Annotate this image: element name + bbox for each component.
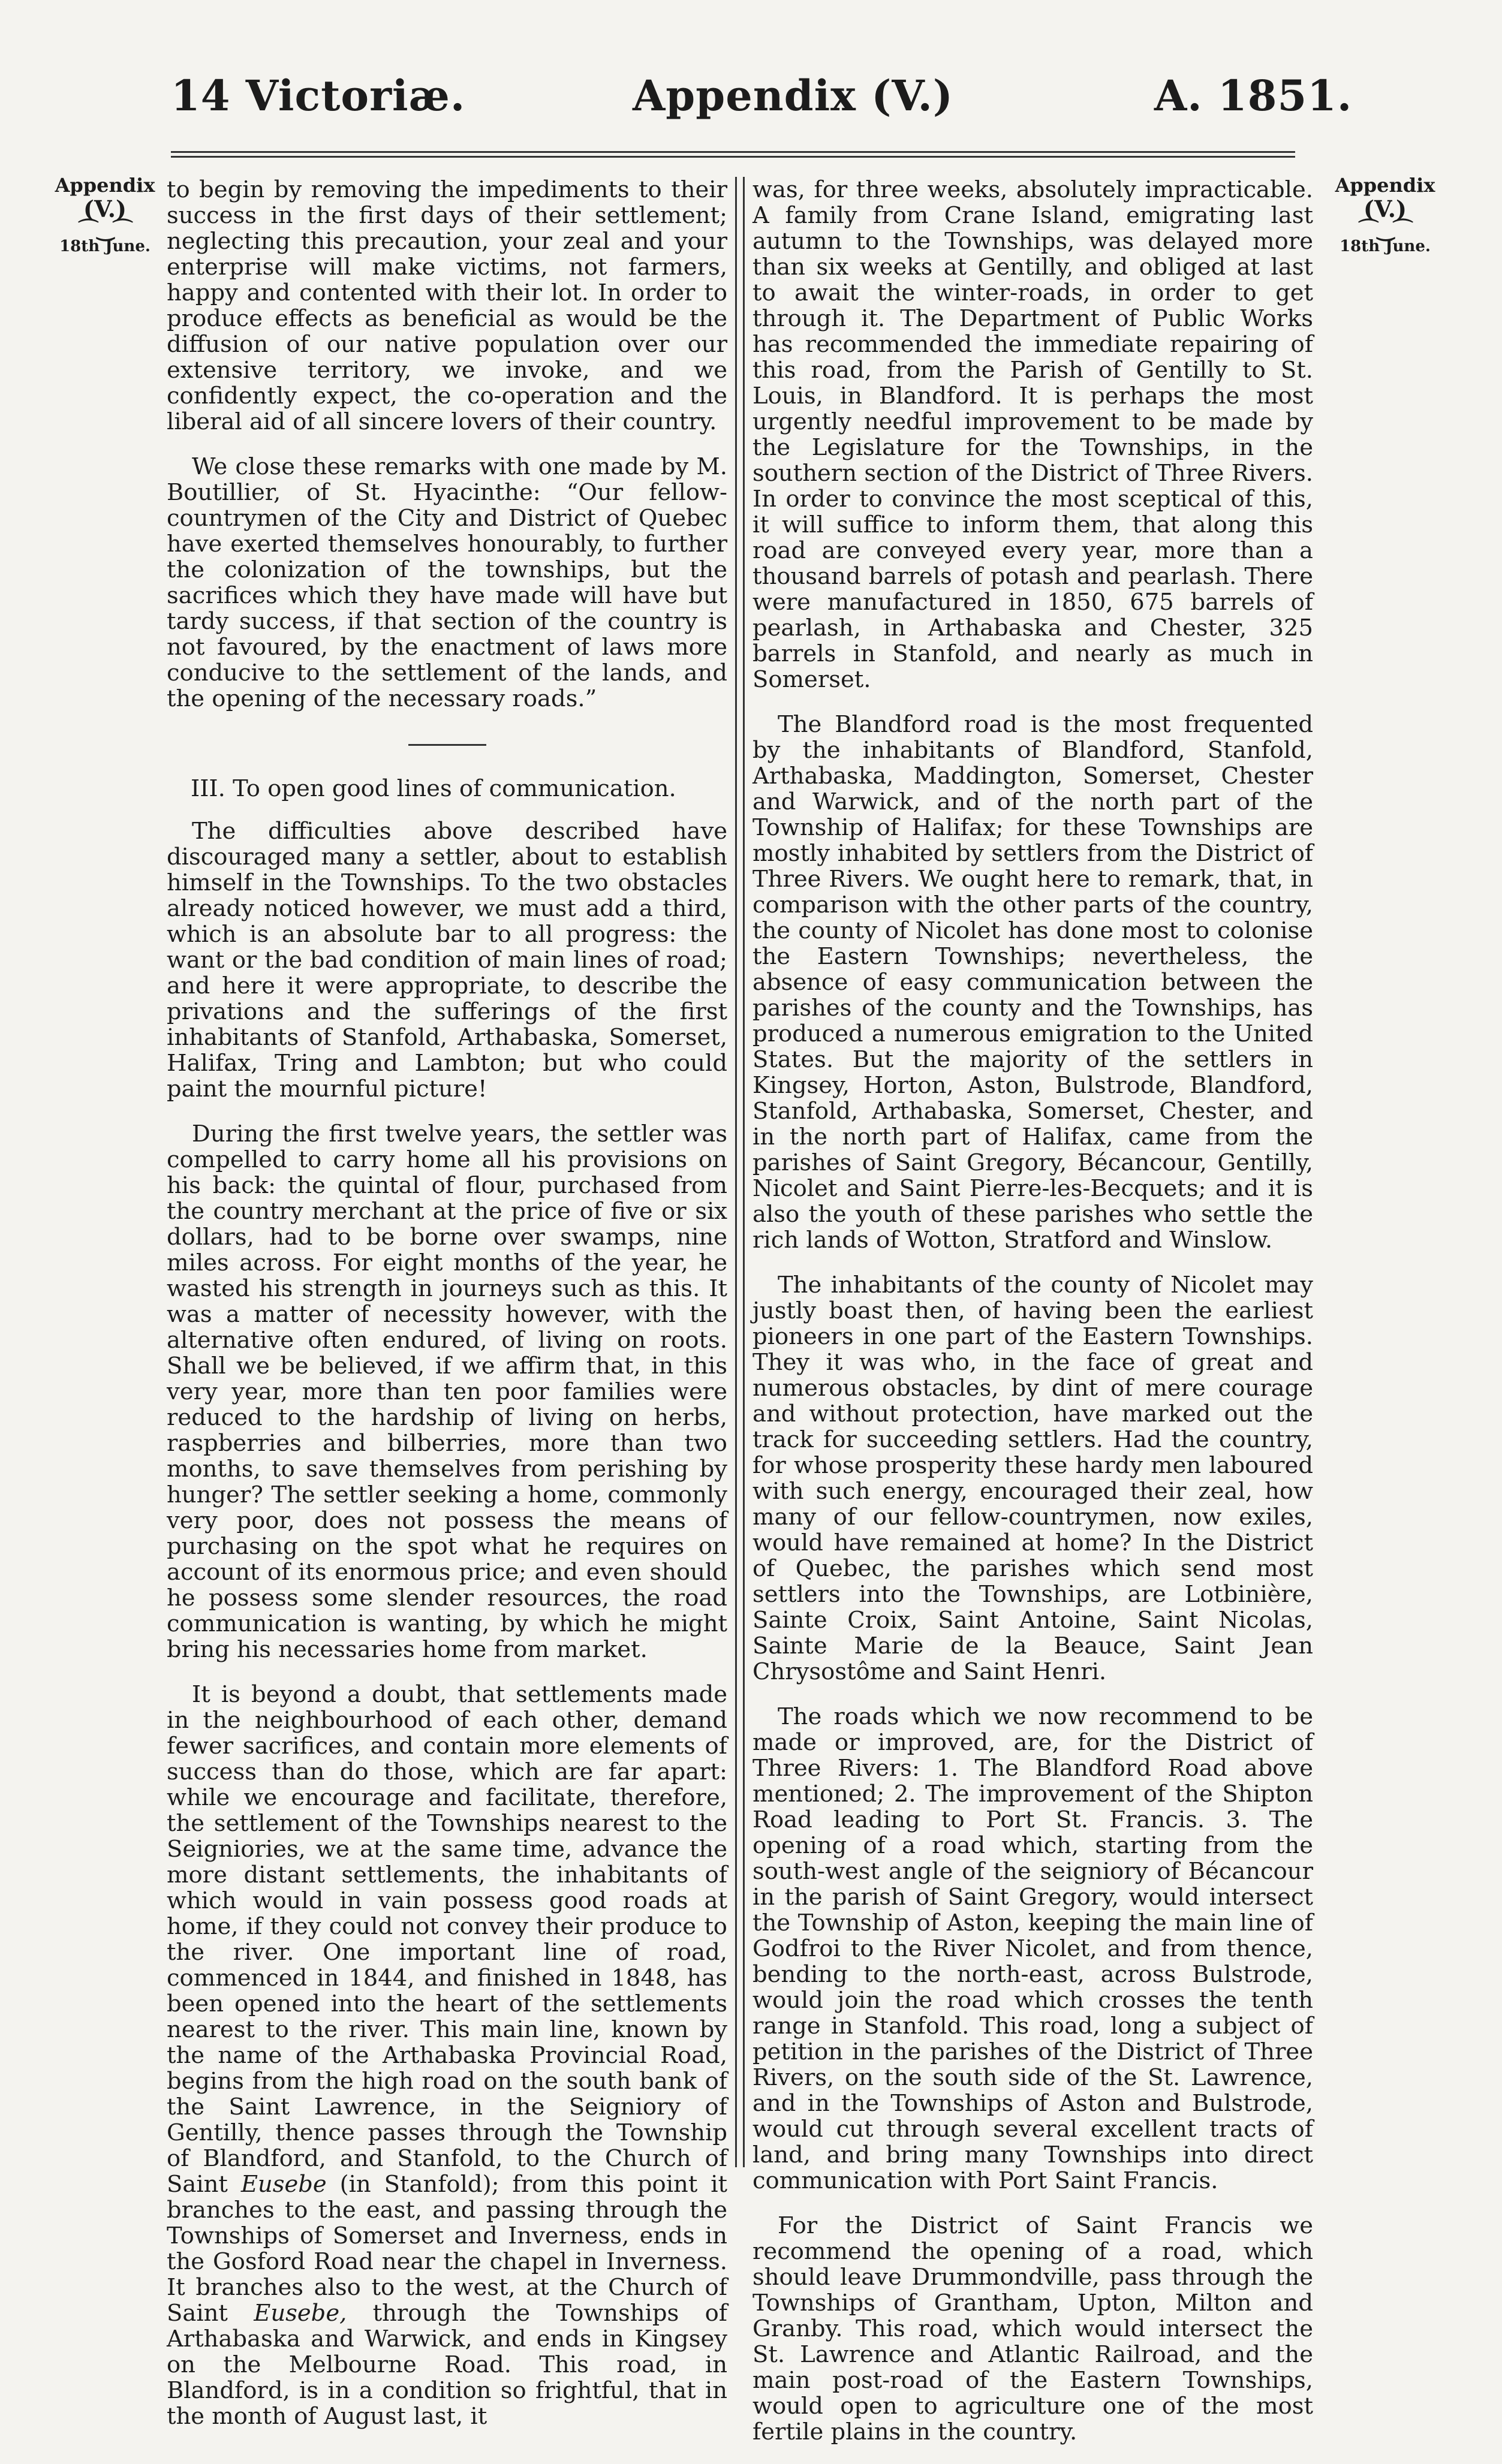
paragraph: During the first twelve years, the settler was compelled to carry home all his provisions on his back: the quintal of flour, purchased from the country merchant at the price of five or six dollars, had to be borne over swamps, nine miles across. For eight months of the year, he wasted his strength in journeys such as this. It was a matter of necessity however, with the alternative often endured, of living on roots. Shall we be believed, if we affirm that, in this very year, more than ten poor families were reduced to the hardship of living on herbs, raspberries and bilberries, more than two months, to save themselves from perishing by hunger? The settler seeking a home, commonly very poor, does not possess the means of purchasing on the spot what he requires on account of its enormous price; and even should he possess some slender resources, the road communication is wanting, by which he might bring his necessaries home from market. xyxy=(167,1120,727,1663)
column-divider xyxy=(735,177,745,2167)
margin-date: 18th June. xyxy=(59,237,150,255)
paragraph xyxy=(167,1682,727,2429)
page-header xyxy=(0,71,1502,143)
section-separator xyxy=(408,744,486,746)
paragraph: was, for three weeks, absolutely impracticable. A family from Crane Island, emigrating last autumn to the Townships, was delayed more than six weeks at Gentilly, and obliged at last to await the winter-roads, in order to get through it. The Department of Public Works has recommended the immediate repairing of this road, from the Parish of Gentilly to St. Louis, in Blandford. It is perhaps the most urgently needful improvement to be made by the Legislature for the Townships, in the southern section of the District of Three Rivers. In order to convince the most sceptical of this, it will suffice to inform them, that along this road are conveyed every year, more than a thousand barrels of potash and pearlash. There were manufactured in 1850, 675 barrels of pearlash, in Arthabaska and Chester, 325 barrels in Stanfold, and nearly as much in Somerset. xyxy=(752,176,1313,693)
paragraph: to begin by removing the impediments to their success in the first days of their settlement; neglecting this precaution, your zeal and your enterprise will make victims, not farmers, happy and contented with their lot. In order to produce effects as beneficial as would be the diffusion of our native population over our extensive territory, we invoke, and we confidently expect, the co-operation and the liberal aid of all sincere lovers of their country. xyxy=(167,176,727,435)
text-run: (in Stanfold); from this point it branches to the east, and passing through the Townships of Somerset and Inverness, ends in the Gosford Road near the chapel in Inverness. It branches also to the west, at the Church of Saint xyxy=(167,2171,727,2327)
margin-sub: (V.) xyxy=(1363,195,1407,222)
margin-note-left xyxy=(48,174,162,255)
margin-brace: ⌒‿⌒ xyxy=(78,218,132,242)
emphasis: Eusebe xyxy=(240,2171,327,2198)
header-year: A. 1851. xyxy=(1154,71,1353,121)
margin-label: Appendix xyxy=(55,174,155,197)
header-appendix: Appendix (V.) xyxy=(633,71,953,121)
header-rule-top xyxy=(171,151,1295,153)
paragraph: We close these remarks with one made by M. Boutillier, of St. Hyacinthe: “Our fellow-countrymen of the City and District of Quebec have exerted themselves honourably, to further the colonization of the townships, but the sacrifices which they have made will have but tardy success, if that section of the country is not favoured, by the enactment of laws more conducive to the settlement of the lands, and the opening of the necessary roads.” xyxy=(167,453,727,712)
paragraph: The difficulties above described have discouraged many a settler, about to establish himself in the Townships. To the two obstacles already noticed however, we must add a third, which is an absolute bar to all progress: the want or the bad condition of main lines of road; and here it were appropriate, to describe the privations and the sufferings of the first inhabitants of Stanfold, Arthabaska, Somerset, Halifax, Tring and Lambton; but who could paint the mournful picture! xyxy=(167,818,727,1103)
margin-sub: (V.) xyxy=(83,195,127,222)
left-column xyxy=(167,177,727,2448)
margin-brace: ⌒‿⌒ xyxy=(1358,218,1412,242)
text-run: through the Townships of Arthabaska and Warwick, and ends in Kingsey on the Melbourne Road. This road, in Blandford, is in a condition so frightful, that in the month of August last, it xyxy=(167,2300,728,2430)
margin-label: Appendix xyxy=(1335,174,1435,197)
section-heading: III. To open good lines of communication. xyxy=(191,775,676,802)
paragraph: The roads which we now recommend to be made or improved, are, for the District of Three Rivers: 1. The Blandford Road above mentioned; 2. The improvement of the Shipton Road leading to Port St. Francis. 3. The opening of a road which, starting from the south-west angle of the seigniory of Bécancour in the parish of Saint Gregory, would intersect the Township of Aston, keeping the main line of Godfroi to the River Nicolet, and from thence, bending to the north-east, across Bulstrode, would join the road which crosses the tenth range in Stanfold. This road, long a subject of petition in the parishes of the District of Three Rivers, on the south side of the St. Lawrence, and in the Townships of Aston and Bulstrode, would cut through several excellent tracts of land, and bring many Townships into direct communication with Port Saint Francis. xyxy=(752,1703,1313,2194)
emphasis: Eusebe, xyxy=(254,2300,347,2327)
text-run: It is beyond a doubt, that settlements made in the neighbourhood of each other, demand fewer sacrifices, and contain more elements of success than do those, which are far apart: while we encourage and facilitate, therefore, the settlement of the Townships nearest to the Seigniories, we at the same time, advance the more distant settlements, the inhabitants of which would in vain possess good roads at home, if they could not convey their produce to the river. One important line of road, commenced in 1844, and finished in 1848, has been opened into the heart of the settlements nearest to the river. This main line, known by the name of the Arthabaska Provincial Road, begins from the high road on the south bank of the Saint Lawrence, in the Seigniory of Gentilly, thence passes through the Township of Blandford, and Stanfold, to the Church of Saint xyxy=(167,1681,727,2198)
header-rule-bottom xyxy=(171,156,1295,158)
paragraph: For the District of Saint Francis we recommend the opening of a road, which should leave Drummondville, pass through the Townships of Grantham, Upton, Milton and Granby. This road, which would intersect the St. Lawrence and Atlantic Railroad, and the main post-road of the Eastern Townships, would open to agriculture one of the most fertile plains in the country. xyxy=(752,2212,1313,2445)
paragraph: The inhabitants of the county of Nicolet may justly boast then, of having been the earliest pioneers in one part of the Eastern Townships. They it was who, in the face of great and numerous obstacles, by dint of mere courage and without protection, have marked out the track for succeeding settlers. Had the country, for whose prosperity these hardy men laboured with such energy, encouraged their zeal, how many of our fellow-countrymen, now exiles, would have remained at home? In the District of Quebec, the parishes which send most settlers into the Townships, are Lotbinière, Sainte Croix, Saint Antoine, Saint Nicolas, Sainte Marie de la Beauce, Saint Jean Chrysostôme and Saint Henri. xyxy=(752,1272,1313,1685)
right-column xyxy=(752,177,1313,2464)
paragraph: The Blandford road is the most frequented by the inhabitants of Blandford, Stanfold, Arthabaska, Maddington, Somerset, Chester and Warwick, and of the north part of the Township of Halifax; for these Townships are mostly inhabited by settlers from the District of Three Rivers. We ought here to remark, that, in comparison with the other parts of the country, the county of Nicolet has done most to colonise the Eastern Townships; nevertheless, the absence of easy communication between the parishes of the county and the Townships, has produced a numerous emigration to the United States. But the majority of the settlers in Kingsey, Horton, Aston, Bulstrode, Blandford, Stanfold, Arthabaska, Somerset, Chester, and in the north part of Halifax, came from the parishes of Saint Gregory, Bécancour, Gentilly, Nicolet and Saint Pierre-les-Becquets; and it is also the youth of these parishes who settle the rich lands of Wotton, Stratford and Winslow. xyxy=(752,711,1313,1254)
margin-date: 18th June. xyxy=(1340,237,1431,255)
header-volume: 14 Victoriæ. xyxy=(171,71,466,121)
margin-note-right xyxy=(1328,174,1442,255)
